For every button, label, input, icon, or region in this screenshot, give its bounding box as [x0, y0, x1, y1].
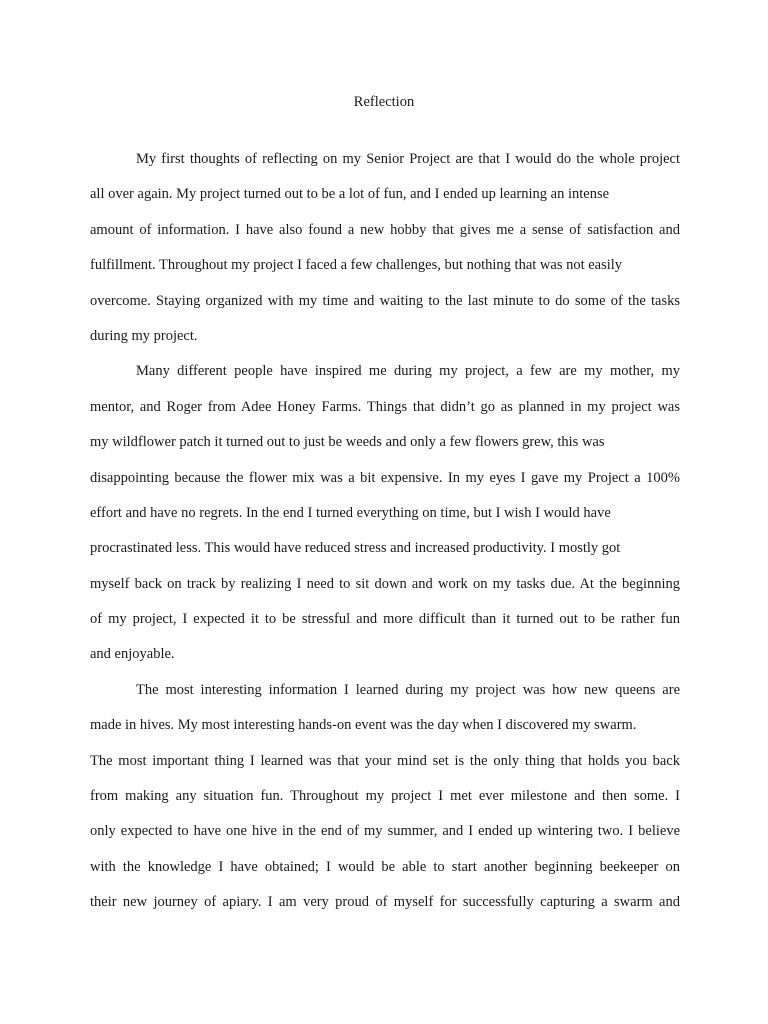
text-line: made in hives. My most interesting hands-on event was the day when I discovered my swarm. — [90, 717, 637, 734]
text-line: overcome. Staying organized with my time and waiting to the last minute to do some of the tasks — [90, 292, 680, 309]
text-line: from making any situation fun. Throughout my project I met ever milestone and then some. I — [90, 788, 680, 805]
text-line: and enjoyable. — [90, 646, 175, 663]
text-line: my wildflower patch it turned out to just be weeds and only a few flowers grew, this was — [90, 434, 605, 451]
text-line: The most interesting information I learned during my project was how new queens are — [136, 681, 680, 698]
text-line: myself back on track by realizing I need to sit down and work on my tasks due. At the beginning — [90, 575, 680, 592]
document-body — [90, 147, 680, 926]
text-line: mentor, and Roger from Adee Honey Farms. Things that didn’t go as planned in my project was — [90, 398, 680, 415]
text-line: disappointing because the flower mix was a bit expensive. In my eyes I gave my Project a 100% — [90, 469, 680, 486]
text-line: during my project. — [90, 327, 198, 344]
text-line: with the knowledge I have obtained; I would be able to start another beginning beekeeper on — [90, 858, 680, 875]
text-line: amount of information. I have also found a new hobby that gives me a sense of satisfaction and — [90, 221, 680, 238]
text-line: all over again. My project turned out to be a lot of fun, and I ended up learning an intense — [90, 186, 610, 203]
text-line: effort and have no regrets. In the end I turned everything on time, but I wish I would have — [90, 504, 611, 521]
text-line: My first thoughts of reflecting on my Senior Project are that I would do the whole project — [136, 151, 680, 167]
document-title: Reflection — [353, 94, 415, 110]
text-line: fulfillment. Throughout my project I faced a few challenges, but nothing that was not easily — [90, 257, 623, 274]
text-line: only expected to have one hive in the end of my summer, and I ended up wintering two. I believe — [90, 823, 680, 840]
text-line: procrastinated less. This would have reduced stress and increased productivity. I mostly got — [90, 540, 621, 557]
text-line: of my project, I expected it to be stressful and more difficult than it turned out to be rather fun — [90, 611, 680, 628]
text-line: The most important thing I learned was that your mind set is the only thing that holds you back — [90, 752, 680, 769]
text-line: their new journey of apiary. I am very proud of myself for successfully capturing a swarm and — [90, 894, 680, 911]
text-line: Many different people have inspired me during my project, a few are my mother, my — [136, 363, 680, 380]
